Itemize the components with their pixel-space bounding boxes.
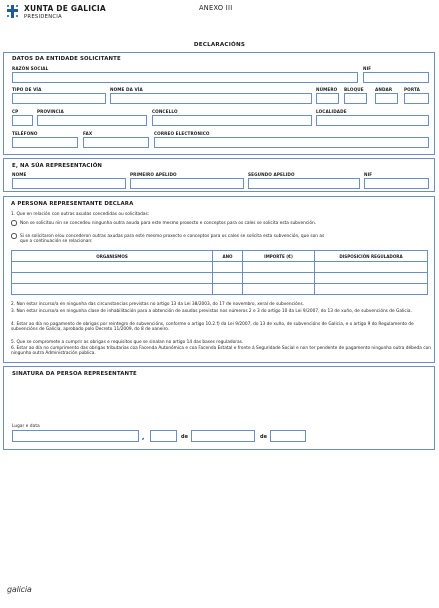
localidade-label: LOCALIDADE bbox=[316, 109, 347, 114]
rep-nif-field[interactable] bbox=[364, 178, 429, 189]
declaration-item-6: 6. Estar ao día no cumprimento das obrigas tributarias coa Facenda Autonómica e coa Facenda Estatal e fronte á Seguridade Social e non ter pendente de pagamento ningunha outra débeda con ningunha outra Administración pública. bbox=[11, 346, 431, 357]
applicant-section-title: DATOS DA ENTIDADE SOLICITANTE bbox=[12, 56, 121, 62]
razon-social-field[interactable] bbox=[12, 72, 358, 83]
radio-other-aid[interactable] bbox=[11, 233, 17, 239]
table-header-row bbox=[12, 251, 428, 262]
table-row bbox=[12, 273, 428, 284]
table-cell[interactable] bbox=[12, 262, 213, 273]
concello-label: CONCELLO bbox=[152, 109, 178, 114]
table-cell[interactable] bbox=[315, 273, 428, 284]
xunta-cross-icon bbox=[6, 4, 19, 19]
de-label-2: de bbox=[260, 434, 268, 440]
declaration-section-title: A PERSONA REPRESENTANTE DECLARA bbox=[11, 201, 134, 207]
place-date-label: Lugar e data bbox=[12, 423, 40, 428]
table-cell[interactable] bbox=[12, 273, 213, 284]
declaration-item-3: 3. Non estar incurso/a en ningunha clase de inhabilitación para a obtención de axudas previstas nos números 2 e 3 do artigo 10 da Lei 9/2007, do 13 de xuño, de subvencións de Galicia. bbox=[11, 309, 412, 314]
bloque-label: BLOQUE bbox=[344, 87, 364, 92]
primeiro-apelido-label: PRIMEIRO APELIDO bbox=[130, 172, 177, 177]
col-ano: ANO bbox=[213, 251, 243, 262]
option-no-other-aid: Non se solicitou nin se concedeu ningunha outra axuda para este mesmo proxecto e conceptos para os cales se solicita esta subvención. bbox=[20, 220, 317, 226]
fax-field[interactable] bbox=[83, 137, 149, 148]
option-other-aid-line2: que a continuación se relacionan: bbox=[20, 239, 93, 244]
galicia-logo-text: galicia bbox=[7, 585, 32, 594]
declaration-item-2: 2. Non estar incurso/a en ningunha das circunstancias previstas no artigo 13 da Lei 38/2003, do 17 de novembro, xeral de subvencións. bbox=[11, 302, 305, 307]
porta-label: PORTA bbox=[404, 87, 420, 92]
table-cell[interactable] bbox=[213, 262, 243, 273]
table-row bbox=[12, 262, 428, 273]
numero-field[interactable] bbox=[316, 93, 339, 104]
numero-label: NÚMERO bbox=[316, 87, 338, 92]
telefono-field[interactable] bbox=[12, 137, 78, 148]
place-field[interactable] bbox=[12, 430, 139, 442]
radio-no-other-aid[interactable] bbox=[11, 220, 17, 226]
rep-nif-label: NIF bbox=[364, 172, 373, 177]
nome-via-label: NOME DA VÍA bbox=[110, 87, 143, 92]
col-disposicion: DISPOSICIÓN REGULADORA bbox=[315, 251, 428, 262]
representative-section bbox=[3, 158, 435, 192]
year-field[interactable] bbox=[270, 430, 306, 442]
correo-field[interactable] bbox=[154, 137, 429, 148]
table-cell[interactable] bbox=[243, 273, 315, 284]
cp-field[interactable] bbox=[12, 115, 33, 126]
declaration-item-4: 4. Estar ao día no pagamento de obrigas por reintegro de subvencións, conforme o artigo 10.2.f) da Lei 9/2007, do 13 de xuño, de subvencións de Galicia, e o artigo 9 do Regulamento de subvencións de Galicia, aprobado polo Decreto 11/2009, do 8 de xaneiro. bbox=[11, 322, 414, 333]
nif-field[interactable] bbox=[363, 72, 429, 83]
bloque-field[interactable] bbox=[344, 93, 367, 104]
applicant-section bbox=[3, 52, 435, 155]
nome-label: NOME bbox=[12, 172, 27, 177]
nif-label: NIF bbox=[363, 66, 372, 71]
segundo-apelido-field[interactable] bbox=[248, 178, 360, 189]
table-cell[interactable] bbox=[213, 273, 243, 284]
segundo-apelido-label: SEGUNDO APELIDO bbox=[248, 172, 295, 177]
nome-via-field[interactable] bbox=[110, 93, 312, 104]
concello-field[interactable] bbox=[152, 115, 312, 126]
table-cell[interactable] bbox=[315, 262, 428, 273]
de-label-1: de bbox=[181, 434, 189, 440]
tipo-via-field[interactable] bbox=[12, 93, 106, 104]
org-department: PRESIDENCIA bbox=[24, 14, 62, 20]
month-field[interactable] bbox=[191, 430, 255, 442]
razon-social-label: RAZÓN SOCIAL bbox=[12, 66, 49, 71]
table-cell[interactable] bbox=[243, 284, 315, 295]
org-name: XUNTA DE GALICIA bbox=[24, 4, 106, 13]
primeiro-apelido-field[interactable] bbox=[130, 178, 244, 189]
andar-field[interactable] bbox=[375, 93, 398, 104]
table-cell[interactable] bbox=[213, 284, 243, 295]
col-organismos: ORGANISMOS bbox=[12, 251, 213, 262]
tipo-via-label: TIPO DE VÍA bbox=[12, 87, 42, 92]
table-cell[interactable] bbox=[243, 262, 315, 273]
nome-field[interactable] bbox=[12, 178, 126, 189]
galicia-footer-logo bbox=[7, 585, 32, 594]
page-title: DECLARACIÓNS bbox=[193, 42, 246, 48]
porta-field[interactable] bbox=[404, 93, 429, 104]
other-aid-table bbox=[11, 250, 428, 295]
provincia-label: PROVINCIA bbox=[37, 109, 64, 114]
option-other-aid-line1: Si se solicitaron e/ou concederon outras axudas para este mesmo proxecto e conceptos para os cales se solicita esta subvención, que son as bbox=[20, 233, 325, 239]
andar-label: ANDAR bbox=[375, 87, 393, 92]
signature-section bbox=[3, 366, 435, 450]
signature-section-title: SINATURA DA PERSOA REPRESENTANTE bbox=[12, 371, 137, 377]
correo-label: CORREO ELECTRÓNICO bbox=[154, 131, 210, 136]
provincia-field[interactable] bbox=[37, 115, 147, 126]
cp-label: CP bbox=[12, 109, 19, 114]
telefono-label: TELÉFONO bbox=[12, 131, 38, 136]
annex-label: ANEXO III bbox=[199, 4, 233, 12]
localidade-field[interactable] bbox=[316, 115, 429, 126]
table-cell[interactable] bbox=[12, 284, 213, 295]
representative-section-title: E, NA SÚA REPRESENTACIÓN bbox=[12, 163, 103, 169]
col-importe: IMPORTE (€) bbox=[243, 251, 315, 262]
table-cell[interactable] bbox=[315, 284, 428, 295]
comma-separator: , bbox=[142, 434, 145, 441]
table-row bbox=[12, 284, 428, 295]
declaration-item-1: 1. Que en relación con outras axudas concedidas ou solicitadas: bbox=[11, 212, 150, 217]
declaration-item-5: 5. Que se compromete a cumprir as obrigas e requisitos que se sinalan no artigo 14 das bases reguladoras. bbox=[11, 340, 244, 345]
fax-label: FAX bbox=[83, 131, 93, 136]
day-field[interactable] bbox=[150, 430, 177, 442]
